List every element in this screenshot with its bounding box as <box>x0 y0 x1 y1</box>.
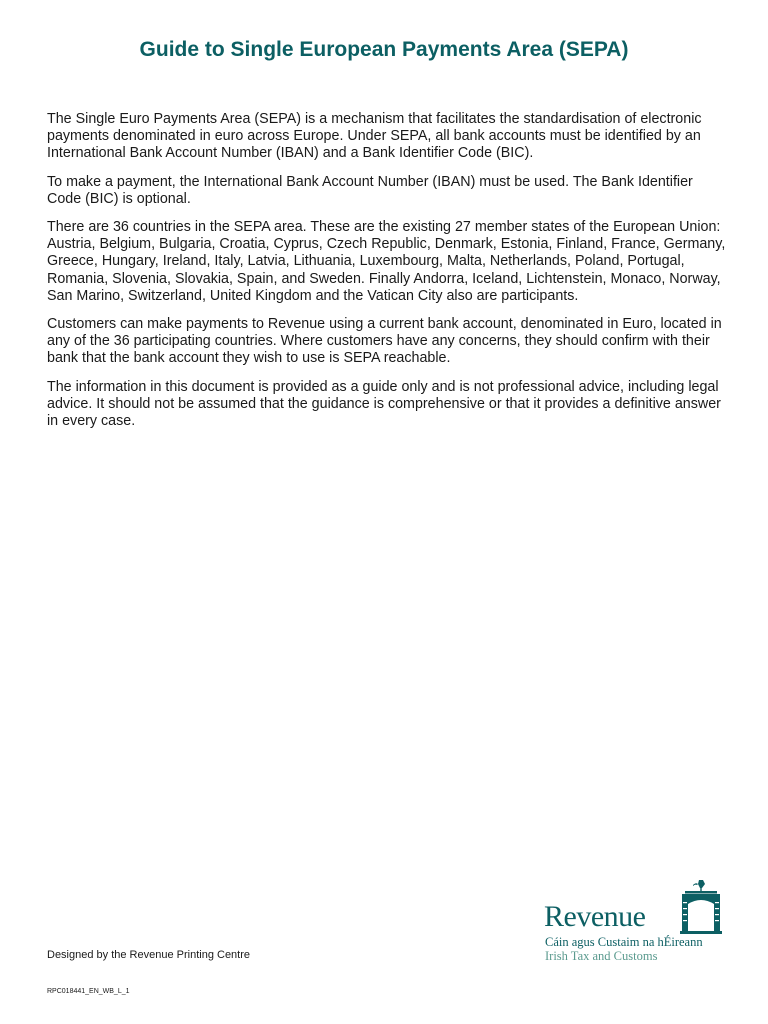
revenue-logo <box>544 878 734 968</box>
logo-irish-name: Cáin agus Custaim na hÉireann <box>545 935 703 949</box>
paragraph-iban-required: To make a payment, the International Bank Account Number (IBAN) must be used. The Bank Identifier Code (BIC) is optional. <box>47 173 693 207</box>
paragraph-participating-countries: There are 36 countries in the SEPA area. These are the existing 27 member states of the European Union: Austria, Belgium, Bulgaria, Croatia, Cyprus, Czech Republic, Denmark, Estonia, Finland, France, Germany, Greece, Hungary, Ireland, Italy, Latvia, Lithuania, Luxembourg, Malta, Netherlands, Poland, Portugal, Romania, Slovenia, Slovakia, Spain, and Sweden. Finally Andorra, Iceland, Lichtenstein, Monaco, Norway, San Marino, Switzerland, United Kingdom and the Vatican City also are participants. <box>47 219 726 304</box>
footer-credit: Designed by the Revenue Printing Centre <box>47 949 251 961</box>
document-code: RPC018441_EN_WB_L_1 <box>47 988 130 995</box>
paragraph-disclaimer: The information in this document is provided as a guide only and is not professional advice, including legal advice. It should not be assumed that the guidance is comprehensive or that it provides a definitive answer in every case. <box>47 378 721 430</box>
logo-english-name: Irish Tax and Customs <box>545 949 658 963</box>
logo-wordmark: Revenue <box>544 900 646 933</box>
document-body <box>47 111 727 441</box>
harp-arch-icon <box>679 878 723 934</box>
page-title: Guide to Single European Payments Area (SEPA) <box>139 38 629 61</box>
paragraph-payment-accounts: Customers can make payments to Revenue using a current bank account, denominated in Euro, located in any of the 36 participating countries. Where customers have any concerns, they should confirm with their bank that the bank account they wish to use is SEPA reachable. <box>47 316 722 367</box>
paragraph-sepa-intro: The Single Euro Payments Area (SEPA) is a mechanism that facilitates the standardisation of electronic payments denominated in euro across Europe. Under SEPA, all bank accounts must be identified by an International Bank Account Number (IBAN) and a Bank Identifier Code (BIC). <box>47 111 702 162</box>
